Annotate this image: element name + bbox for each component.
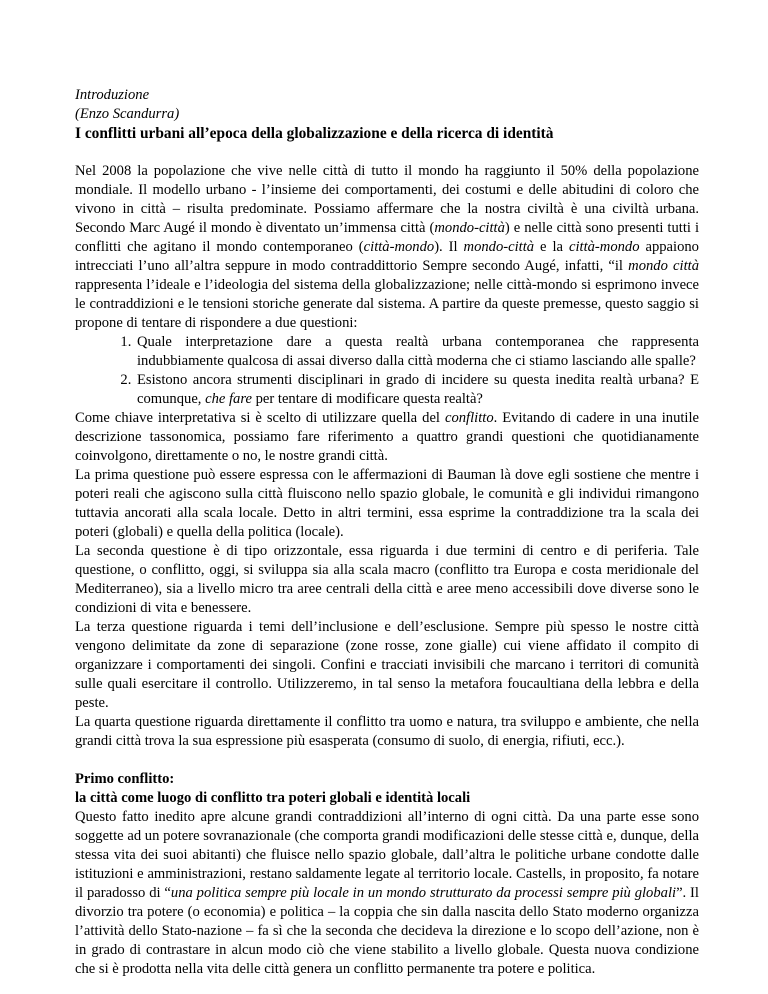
intro-paragraph-2: Come chiave interpretativa si è scelto di utilizzare quella del conflitto. Evitando di cadere in una inutile descrizione tassonomica, possiamo fare riferimento a quattro grandi questioni che quotidianamente coinvolgono, direttamente o no, le nostre grandi città. <box>75 410 700 464</box>
document-page <box>75 86 699 979</box>
question-item: 1. Quale interpretazione dare a questa realtà urbana contemporanea che rappresenta indubbiamente qualcosa di assai diverso dalla città moderna che ci stiamo lasciando alle spalle? <box>135 333 699 371</box>
section-heading: Primo conflitto: <box>75 771 175 787</box>
intro-paragraph-4: La seconda questione è di tipo orizzontale, essa riguarda i due termini di centro e di periferia. Tale questione, o conflitto, oggi, si sviluppa sia alla scala macro (conflitto tra Europa e costa meridionale del Mediterraneo), sia a livello micro tra aree centrali della città e aree meno accessibili dove diverse sono le condizioni di vita e benessere. <box>75 543 699 616</box>
section-label: Introduzione <box>75 87 150 103</box>
question-item: 2. Esistono ancora strumenti disciplinari in grado di incidere su questa inedita realtà urbana? E comunque, che fare per tentare di modificare questa realtà? <box>135 371 699 409</box>
intro-paragraph-5: La terza questione riguarda i temi dell’inclusione e dell’esclusione. Sempre più spesso le nostre città vengono delimitate da zone di separazione (zone rosse, zone gialle) cui viene affidato il compito di organizzare i comportamenti dei singoli. Confini e tracciati invisibili che marcano i territori di comunità sulle quali esercitare il controllo. Utilizzeremo, in tal senso la metafora foucaultiana della lebbra e della peste. <box>75 619 699 711</box>
intro-paragraph-3: La prima questione può essere espressa con le affermazioni di Bauman là dove egli sostiene che mentre i poteri reali che agiscono sulla città fluiscono nello spazio globale, le comunità e gli individui rimangono tuttavia ancorati alla scala locale. Detto in altri termini, essa esprime la contraddizione tra la scala dei poteri (globali) e quella della politica (locale). <box>75 467 699 540</box>
intro-paragraph-1: Nel 2008 la popolazione che vive nelle città di tutto il mondo ha raggiunto il 50% della popolazione mondiale. Il modello urbano - l’insieme dei comportamenti, dei costumi e delle abitudini di coloro che vivono in città – risulta predominate. Possiamo affermare che la nostra civiltà è una civiltà urbana. Secondo Marc Augé il mondo è diventato un’immensa città (mondo-città) e nelle città sono presenti tutti i conflitti che agitano il mondo contemporaneo (città-mondo). Il mondo-città e la città-mondo appaiono intrecciati l’uno all’altra seppure in modo contraddittorio Sempre secondo Augé, infatti, “il mondo città rappresenta l’ideale e l’ideologia del sistema della globalizzazione; nelle città-mondo si esprimono invece le contraddizioni e le tensioni storiche generate dal sistema. A partire da queste premesse, questo saggio si propone di tentare di rispondere a due questioni: <box>75 163 699 331</box>
section-paragraph-1: Questo fatto inedito apre alcune grandi contraddizioni all’interno di ogni città. Da una parte esse sono soggette ad un potere sovranazionale (che comporta grandi modificazioni delle stesse città e, dunque, della stessa vita dei suoi abitanti) che fluisce nello spazio globale, dall’altra le politiche urbane condotte dalle istituzioni e amministrazioni, restano saldamente legate al territorio locale. Castells, in proposito, fa notare il paradosso di “una politica sempre più locale in un mondo strutturato da processi sempre più globali”. Il divorzio tra potere (o economia) e politica – la coppia che sin dalla nascita dello Stato moderno organizza l’attività dello Stato-nazione – fa sì che la seconda che decideva la direzione e lo scopo dell’azione, non è in grado di contrastare in alcun modo ciò che viene stabilito a livello globale. Questa nuova condizione che si è prodotta nella vita delle città genera un conflitto permanente tra potere e politica. <box>75 809 699 977</box>
author-name: (Enzo Scandurra) <box>75 106 180 122</box>
document-title: I conflitti urbani all’epoca della globalizzazione e della ricerca di identità <box>75 125 554 142</box>
questions-list <box>75 333 699 409</box>
section-subheading: la città come luogo di conflitto tra poteri globali e identità locali <box>75 790 471 806</box>
intro-paragraph-6: La quarta questione riguarda direttamente il conflitto tra uomo e natura, tra sviluppo e ambiente, che nella grandi città trova la sua espressione più esasperata (consumo di suolo, di energia, rifiuti, ecc.). <box>75 714 699 749</box>
spacer <box>75 751 699 770</box>
